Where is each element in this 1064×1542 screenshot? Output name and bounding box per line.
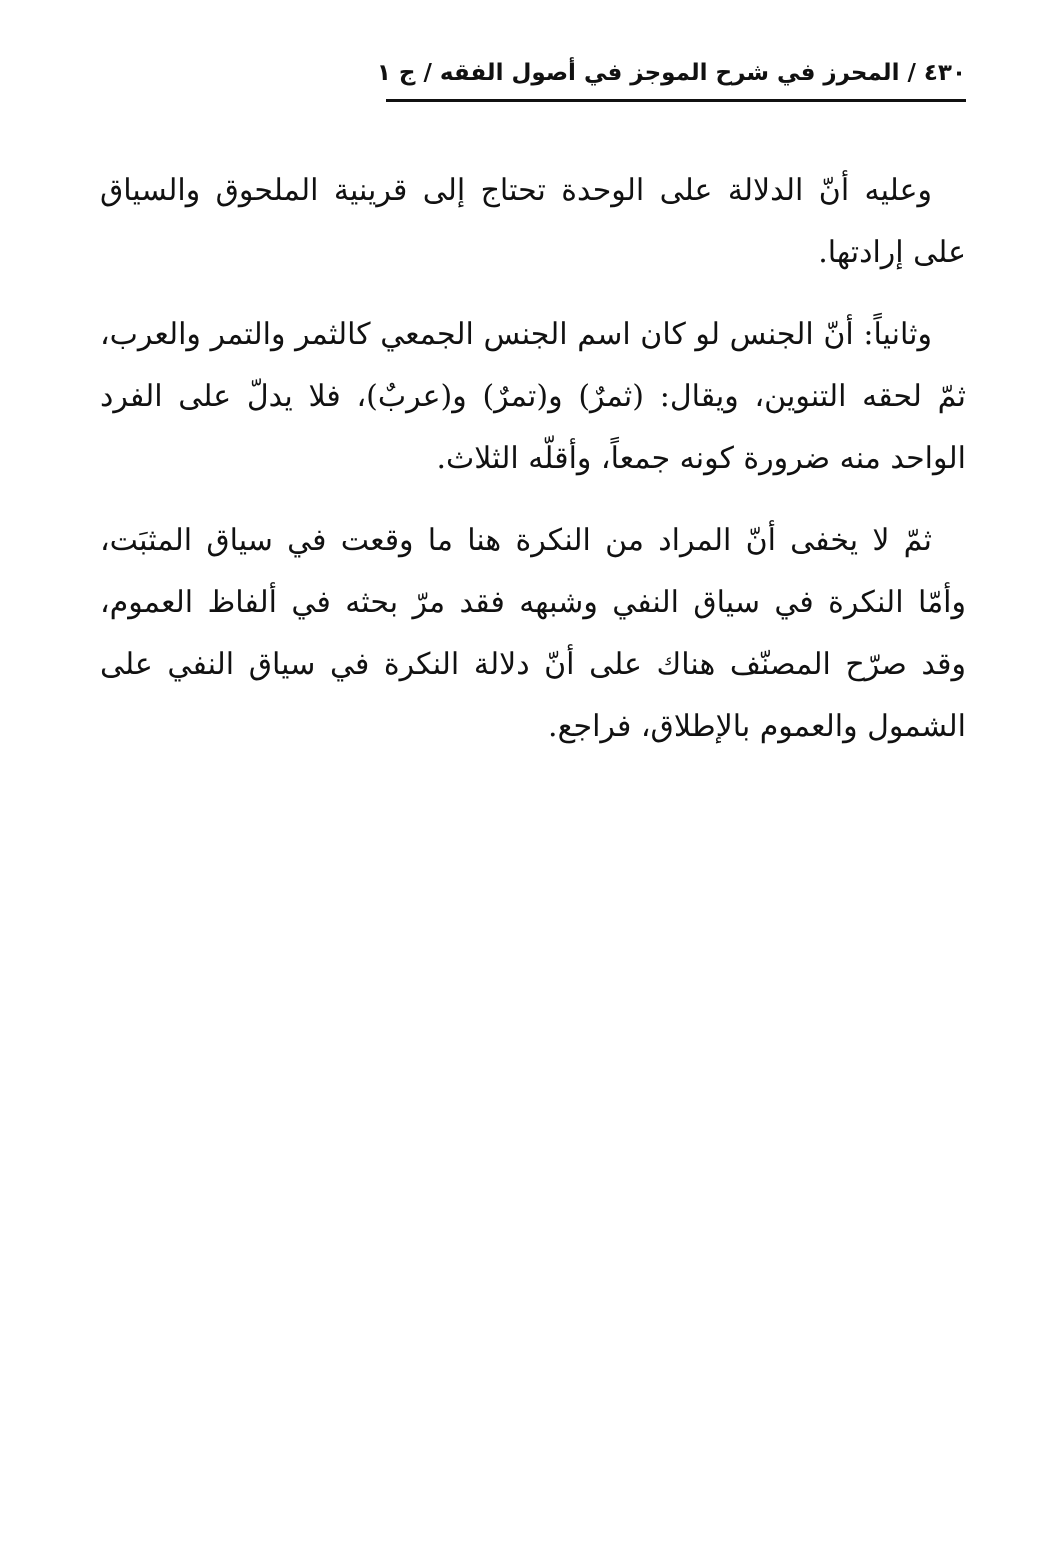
paragraph-3: ثمّ لا يخفى أنّ المراد من النكرة هنا ما وقعت في سياق المثبَت، وأمّا النكرة في سياق النفي وشبهه فقد مرّ بحثه في ألفاظ العموم، وقد صرّح المصنّف هناك على أنّ دلالة النكرة في سياق النفي على الشمول والعموم بالإطلاق، فراجع. xyxy=(100,523,966,744)
paragraph-1: وعليه أنّ الدلالة على الوحدة تحتاج إلى قرينية الملحوق والسياق على إرادتها. xyxy=(100,173,966,270)
page-body xyxy=(100,160,966,778)
paragraph-2: وثانياً: أنّ الجنس لو كان اسم الجنس الجمعي كالثمر والتمر والعرب، ثمّ لحقه التنوين، ويقال: (ثمرٌ) و(تمرٌ) و(عربٌ)، فلا يدلّ على الفرد الواحد منه ضرورة كونه جمعاً، وأقلّه الثلاث. xyxy=(100,317,966,476)
running-header: ٤٣٠ / المحرز في شرح الموجز في أصول الفقه / ج ١ xyxy=(376,60,966,86)
header-divider xyxy=(386,99,966,102)
